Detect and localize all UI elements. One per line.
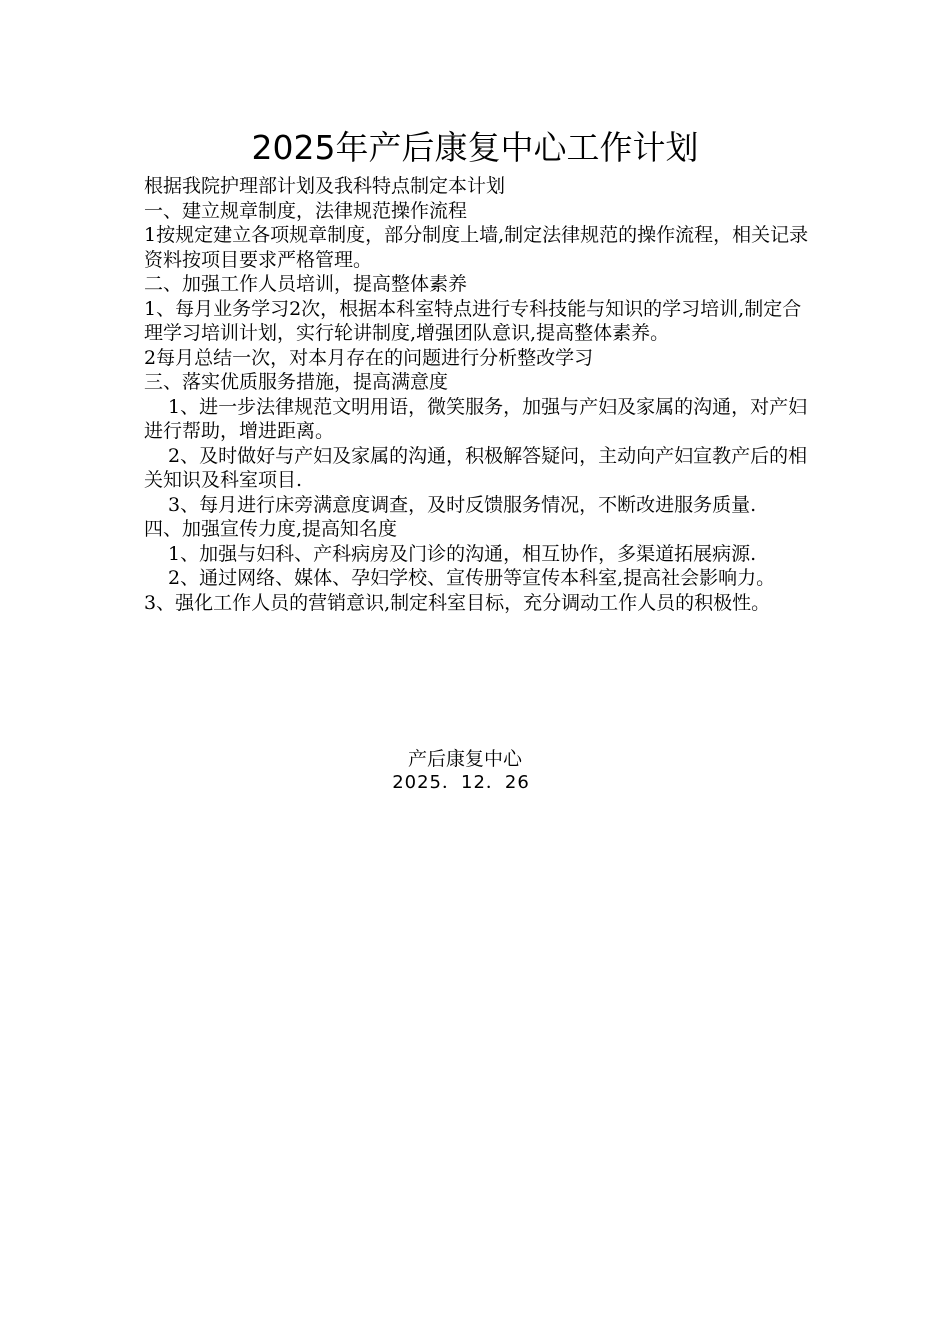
section-2-item-2: 2每月总结一次，对本月存在的问题进行分析整改学习 [144,346,594,369]
section-heading-3: 三、落实优质服务措施，提高满意度 [144,371,449,393]
section-heading-2: 二、加强工作人员培训，提高整体素养 [144,273,468,295]
section-2-item-1: 1、每月业务学习2次，根据本科室特点进行专科技能与知识的学习培训,制定合理学习培训计划，实行轮讲制度,增强团队意识,提高整体素养。 [144,297,802,344]
section-4-item-3: 3、强化工作人员的营销意识,制定科室目标，充分调动工作人员的积极性。 [144,591,771,614]
document-title: 2025年产后康复中心工作计划 [251,128,699,167]
intro-text: 根据我院护理部计划及我科特点制定本计划 [144,175,506,197]
section-3-item-2: 2、及时做好与产妇及家属的沟通，积极解答疑问，主动向产妇宣教产后的相关知识及科室项目. [144,444,808,491]
section-heading-4: 四、加强宣传力度,提高知名度 [144,518,398,540]
section-3-item-3: 3、每月进行床旁满意度调查，及时反馈服务情况，不断改进服务质量. [168,493,757,516]
document-body [144,174,812,615]
section-heading-1: 一、建立规章制度，法律规范操作流程 [144,199,468,222]
section-4-item-1: 1、加强与妇科、产科病房及门诊的沟通，相互协作，多渠道拓展病源. [168,542,757,565]
section-4-item-2: 2、通过网络、媒体、孕妇学校、宣传册等宣传本科室,提高社会影响力。 [168,567,776,589]
section-3-item-1: 1、进一步法律规范文明用语，微笑服务，加强与产妇及家属的沟通，对产妇进行帮助，增进距离。 [144,395,808,442]
section-1-item-1: 1按规定建立各项规章制度，部分制度上墙,制定法律规范的操作流程，相关记录资料按项目要求严格管理。 [144,224,809,271]
signature-date: 2025．12．26 [392,772,530,793]
signature-department: 产后康复中心 [407,748,522,770]
